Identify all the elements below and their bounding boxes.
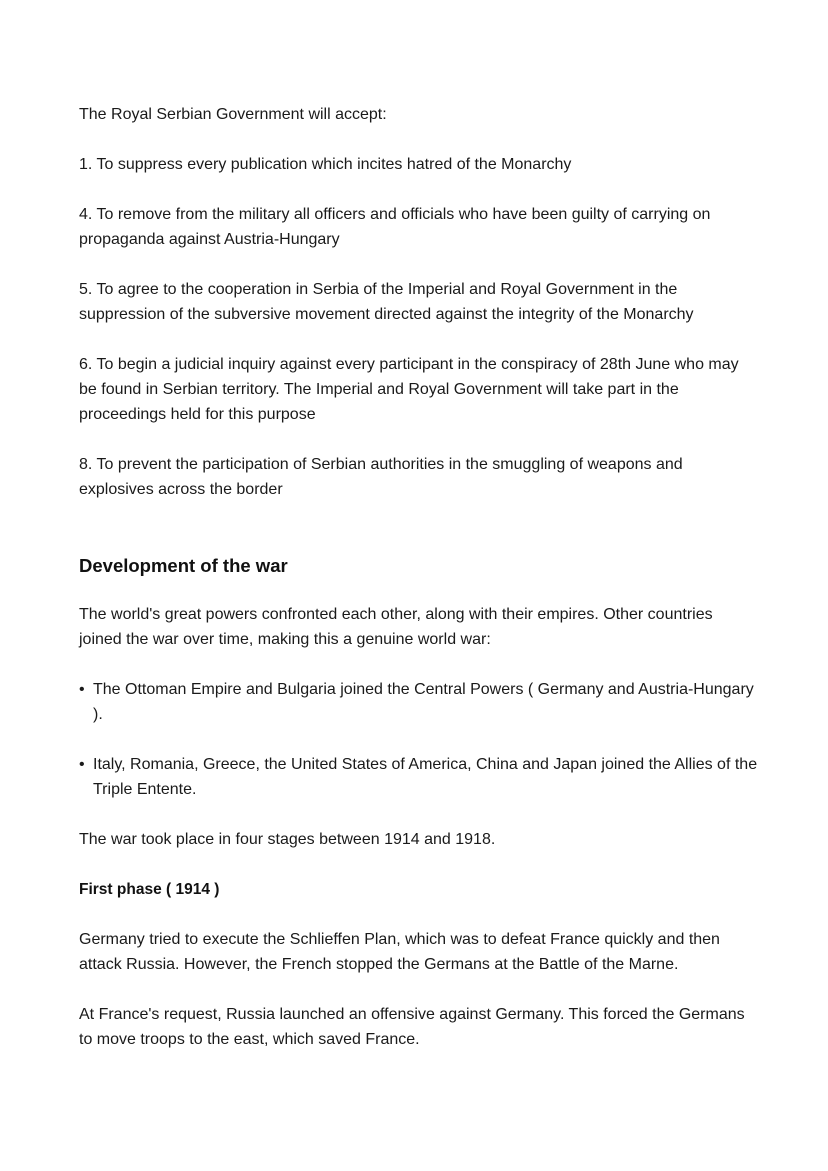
demand-item: 5. To agree to the cooperation in Serbia of the Imperial and Royal Government in the suppression of the subversive movement directed against the integrity of the Monarchy (79, 281, 694, 323)
demand-item: 4. To remove from the military all officers and officials who have been guilty of carrying on propaganda against Austria-Hungary (79, 206, 711, 248)
demand-item: 1. To suppress every publication which incites hatred of the Monarchy (79, 156, 572, 173)
countries-list (79, 677, 759, 802)
list-item (79, 752, 759, 802)
stages-paragraph: The war took place in four stages between 1914 and 1918. (79, 831, 496, 848)
demand-item: 6. To begin a judicial inquiry against every participant in the conspiracy of 28th June who may be found in Serbian territory. The Imperial and Royal Government will take part in the proceedings held for this purpose (79, 356, 739, 423)
list-item (79, 677, 759, 727)
bullet-icon: • (79, 756, 85, 773)
demands-list (79, 152, 759, 502)
subsection-heading: First phase ( 1914 ) (79, 881, 220, 898)
section-heading: Development of the war (79, 555, 288, 576)
section-intro: The world's great powers confronted each other, along with their empires. Other countries joined the war over time, making this a genuine world war: (79, 606, 713, 648)
bullet-icon: • (79, 681, 85, 698)
document-page (79, 102, 759, 1052)
phase-paragraph: Germany tried to execute the Schlieffen Plan, which was to defeat France quickly and then attack Russia. However, the French stopped the Germans at the Battle of the Marne. (79, 931, 720, 973)
demand-item: 8. To prevent the participation of Serbian authorities in the smuggling of weapons and explosives across the border (79, 456, 683, 498)
demands-intro: The Royal Serbian Government will accept: (79, 106, 387, 123)
phase-paragraph: At France's request, Russia launched an offensive against Germany. This forced the Germans to move troops to the east, which saved France. (79, 1006, 745, 1048)
list-item-text: Italy, Romania, Greece, the United States of America, China and Japan joined the Allies of the Triple Entente. (93, 756, 758, 798)
list-item-text: The Ottoman Empire and Bulgaria joined the Central Powers ( Germany and Austria-Hungary ). (93, 681, 754, 723)
